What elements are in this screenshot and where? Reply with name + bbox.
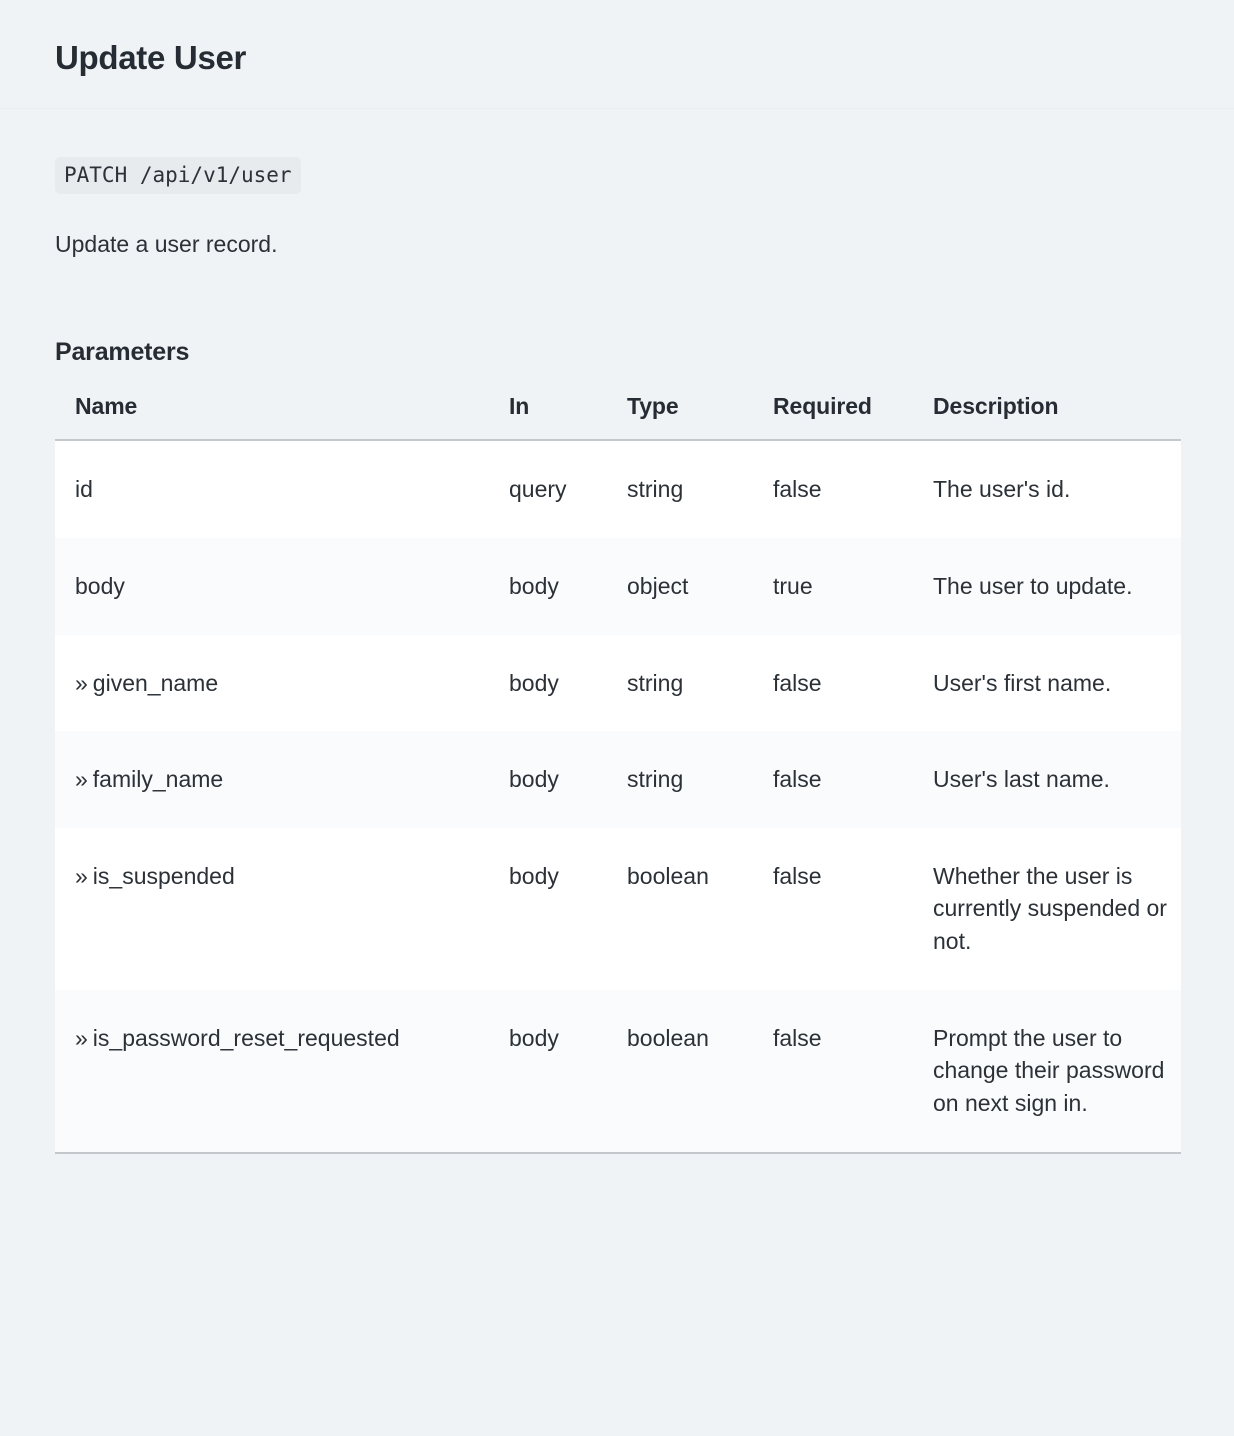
table-row xyxy=(55,828,1181,990)
table-row xyxy=(55,990,1181,1153)
column-header-in: In xyxy=(489,393,607,440)
param-name-label: id xyxy=(75,476,93,503)
param-in-cell: body xyxy=(489,990,607,1153)
parameters-heading: Parameters xyxy=(55,338,190,367)
param-type-cell: boolean xyxy=(607,990,753,1153)
param-in-cell: query xyxy=(489,440,607,538)
column-header-type: Type xyxy=(607,393,753,440)
param-name-label: is_suspended xyxy=(92,862,235,889)
param-type-cell: object xyxy=(607,538,753,635)
nested-param-marker-icon: » xyxy=(75,1024,88,1051)
param-name-cell xyxy=(55,538,489,635)
page-header xyxy=(0,0,1234,78)
param-description-cell: User's first name. xyxy=(913,635,1181,732)
param-type-cell: string xyxy=(607,731,753,828)
nested-param-marker-icon: » xyxy=(75,669,88,696)
param-description-cell: User's last name. xyxy=(913,731,1181,828)
endpoint-badge-row xyxy=(55,157,1234,194)
param-in-cell: body xyxy=(489,635,607,732)
param-name-cell xyxy=(55,828,489,990)
param-required-cell: false xyxy=(753,635,913,732)
endpoint-summary: Update a user record. xyxy=(55,230,278,257)
page-title: Update User xyxy=(55,39,247,76)
param-required-cell: true xyxy=(753,538,913,635)
param-name-label: is_password_reset_requested xyxy=(92,1024,400,1051)
column-header-name: Name xyxy=(55,393,489,440)
param-required-cell: false xyxy=(753,990,913,1153)
param-in-cell: body xyxy=(489,731,607,828)
param-required-cell: false xyxy=(753,731,913,828)
param-description-cell: Whether the user is currently suspended or not. xyxy=(913,828,1181,990)
parameters-table-body xyxy=(55,440,1181,1153)
param-name-cell xyxy=(55,635,489,732)
param-type-cell: string xyxy=(607,440,753,538)
table-row xyxy=(55,538,1181,635)
table-row xyxy=(55,635,1181,732)
table-row xyxy=(55,440,1181,538)
param-description-cell: The user's id. xyxy=(913,440,1181,538)
column-header-description: Description xyxy=(913,393,1181,440)
param-in-cell: body xyxy=(489,828,607,990)
table-header-row xyxy=(55,393,1181,440)
param-required-cell: false xyxy=(753,828,913,990)
param-name-cell xyxy=(55,990,489,1153)
param-name-cell xyxy=(55,731,489,828)
param-name-label: body xyxy=(75,572,125,599)
param-name-label: given_name xyxy=(92,669,219,696)
endpoint-method-path-badge: PATCH /api/v1/user xyxy=(55,157,301,194)
table-row xyxy=(55,731,1181,828)
param-description-cell: The user to update. xyxy=(913,538,1181,635)
nested-param-marker-icon: » xyxy=(75,862,88,889)
param-name-label: family_name xyxy=(92,766,224,793)
param-in-cell: body xyxy=(489,538,607,635)
parameters-table-wrapper xyxy=(55,393,1181,1154)
endpoint-section xyxy=(0,157,1234,1154)
parameters-table xyxy=(55,393,1181,1154)
header-divider xyxy=(0,108,1234,109)
param-name-cell xyxy=(55,440,489,538)
parameters-table-head xyxy=(55,393,1181,440)
column-header-required: Required xyxy=(753,393,913,440)
param-required-cell: false xyxy=(753,440,913,538)
nested-param-marker-icon: » xyxy=(75,766,88,793)
param-description-cell: Prompt the user to change their password on next sign in. xyxy=(913,990,1181,1153)
param-type-cell: string xyxy=(607,635,753,732)
param-type-cell: boolean xyxy=(607,828,753,990)
